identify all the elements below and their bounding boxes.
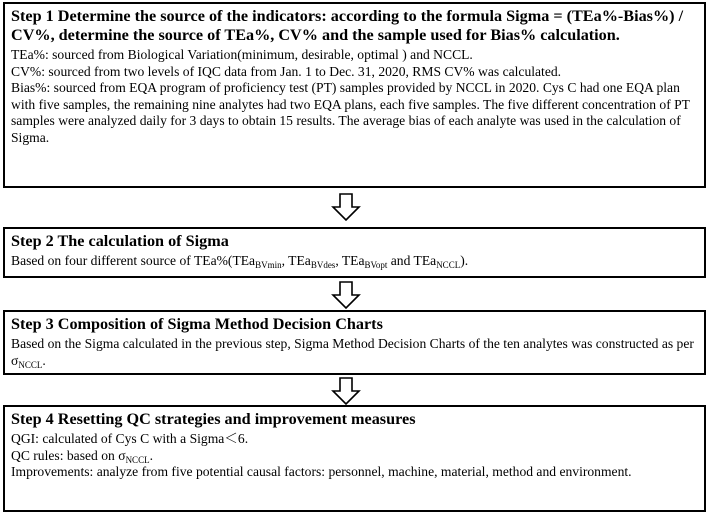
step4-improvements-text: Improvements: analyze from five potential causal factors: personnel, machine, material, method and environment.	[11, 464, 632, 480]
down-arrow-icon	[331, 193, 361, 221]
step1-bias-text: Bias%: sourced from EQA program of proficiency test (PT) samples provided by NCCL in 2020. Cys C had one EQA plan with five samples, the remaining nine analytes had two EQA plans, each five samples. The five different concentration of PT samples were analyzed daily for 3 days to obtain 15 results. The average bias of each analyte was used in the calculation of Sigma.	[11, 80, 690, 145]
step1-title: Step 1 Determine the source of the indicators: according to the formula Sigma = (TEa%-Bias%) / CV%, determine the source of TEa%, CV% and the sample used for Bias% calculation.	[11, 7, 684, 44]
step4-box	[3, 405, 706, 512]
step3-text: Based on the Sigma calculated in the previous step, Sigma Method Decision Charts of the ten analytes was constructed as per $\sigma_{NCCL}$.	[11, 336, 694, 370]
step2-title: Step 2 The calculation of Sigma	[11, 232, 229, 250]
step1-cv-text: CV%: sourced from two levels of IQC data from Jan. 1 to Dec. 31, 2020, RMS CV% was calculated.	[11, 63, 562, 79]
down-arrow-icon	[331, 377, 361, 405]
step2-box	[3, 227, 706, 278]
step4-title: Step 4 Resetting QC strategies and improvement measures	[11, 410, 416, 428]
step4-qgi-text: QGI: calculated of Cys C with a Sigma＜6.	[11, 431, 249, 446]
down-arrow-icon	[331, 281, 361, 309]
step1-box	[3, 2, 706, 188]
step4-qc-text: QC rules: based on $\sigma_{NCCL}$.	[11, 447, 153, 465]
step3-box	[3, 310, 706, 375]
step1-tea-text: TEa%: sourced from Biological Variation(minimum, desirable, optimal ) and NCCL.	[11, 47, 473, 62]
step3-title: Step 3 Composition of Sigma Method Decision Charts	[11, 315, 383, 333]
step2-text: Based on four different source of TEa%(TEa$_{BVmin}$, TEa$_{BVdes}$, TEa$_{BVopt}$ and TEa$_{NCCL}$).	[11, 253, 469, 270]
